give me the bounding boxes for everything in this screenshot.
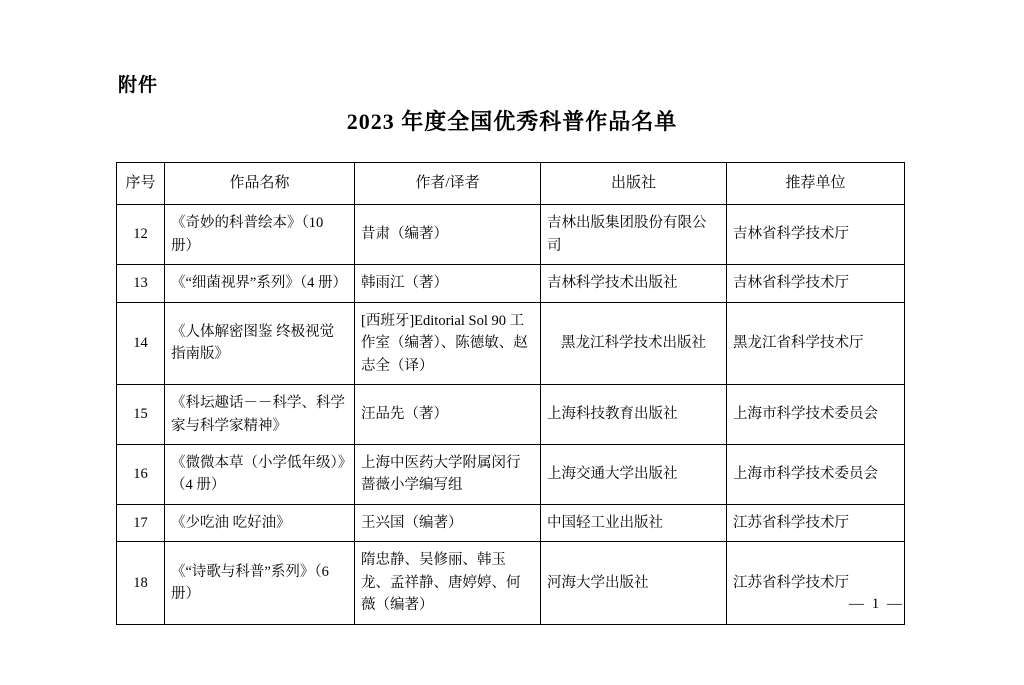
cell-author: 王兴国（编著） — [355, 504, 541, 541]
page-title: 2023 年度全国优秀科普作品名单 — [346, 109, 678, 134]
table-header-row — [117, 163, 905, 205]
table-row — [117, 385, 905, 445]
cell-press: 吉林科学技术出版社 — [541, 265, 727, 302]
table-row — [117, 265, 905, 302]
cell-title: 《奇妙的科普绘本》（10 册） — [165, 205, 355, 265]
cell-recommender: 吉林省科学技术厅 — [727, 265, 905, 302]
cell-recommender: 江苏省科学技术厅 — [727, 504, 905, 541]
cell-index: 15 — [117, 385, 165, 445]
cell-index: 16 — [117, 445, 165, 505]
cell-author: 昔肃（编著） — [355, 205, 541, 265]
cell-recommender: 吉林省科学技术厅 — [727, 205, 905, 265]
page-number: — 1 — — [849, 596, 904, 612]
column-header-recommender: 推荐单位 — [727, 163, 905, 205]
cell-index: 18 — [117, 542, 165, 624]
cell-index: 17 — [117, 504, 165, 541]
cell-recommender: 上海市科学技术委员会 — [727, 385, 905, 445]
table-row — [117, 504, 905, 541]
cell-author: 上海中医药大学附属闵行蔷薇小学编写组 — [355, 445, 541, 505]
cell-title: 《“细菌视界”系列》（4 册） — [165, 265, 355, 302]
column-header-press: 出版社 — [541, 163, 727, 205]
cell-title: 《“诗歌与科普”系列》（6 册） — [165, 542, 355, 624]
cell-press: 河海大学出版社 — [541, 542, 727, 624]
cell-index: 12 — [117, 205, 165, 265]
column-header-author: 作者/译者 — [355, 163, 541, 205]
cell-recommender: 上海市科学技术委员会 — [727, 445, 905, 505]
cell-author: 韩雨江（著） — [355, 265, 541, 302]
cell-title: 《人体解密图鉴 终极视觉指南版》 — [165, 302, 355, 384]
cell-title: 《科坛趣话－－科学、科学家与科学家精神》 — [165, 385, 355, 445]
table-row — [117, 302, 905, 384]
table-row — [117, 205, 905, 265]
attachment-label: 附件 — [118, 75, 159, 96]
cell-press: 中国轻工业出版社 — [541, 504, 727, 541]
cell-author: 汪品先（著） — [355, 385, 541, 445]
cell-recommender: 黑龙江省科学技术厅 — [727, 302, 905, 384]
table-row — [117, 445, 905, 505]
cell-title: 《少吃油 吃好油》 — [165, 504, 355, 541]
award-list-table — [116, 162, 905, 625]
cell-press: 吉林出版集团股份有限公司 — [541, 205, 727, 265]
cell-press: 上海交通大学出版社 — [541, 445, 727, 505]
cell-index: 13 — [117, 265, 165, 302]
cell-author: [西班牙]Editorial Sol 90 工作室（编著）、陈德敏、赵志全（译） — [355, 302, 541, 384]
award-list-table-container — [116, 162, 904, 625]
cell-author: 隋忠静、吴修丽、韩玉龙、孟祥静、唐婷婷、何薇（编著） — [355, 542, 541, 624]
cell-press: 黑龙江科学技术出版社 — [541, 302, 727, 384]
cell-index: 14 — [117, 302, 165, 384]
table-header — [117, 163, 905, 205]
table-body — [117, 205, 905, 625]
column-header-index: 序号 — [117, 163, 165, 205]
table-row — [117, 542, 905, 624]
cell-title: 《微微本草（小学低年级）》（4 册） — [165, 445, 355, 505]
column-header-title: 作品名称 — [165, 163, 355, 205]
cell-recommender: 江苏省科学技术厅 — [727, 542, 905, 624]
cell-press: 上海科技教育出版社 — [541, 385, 727, 445]
